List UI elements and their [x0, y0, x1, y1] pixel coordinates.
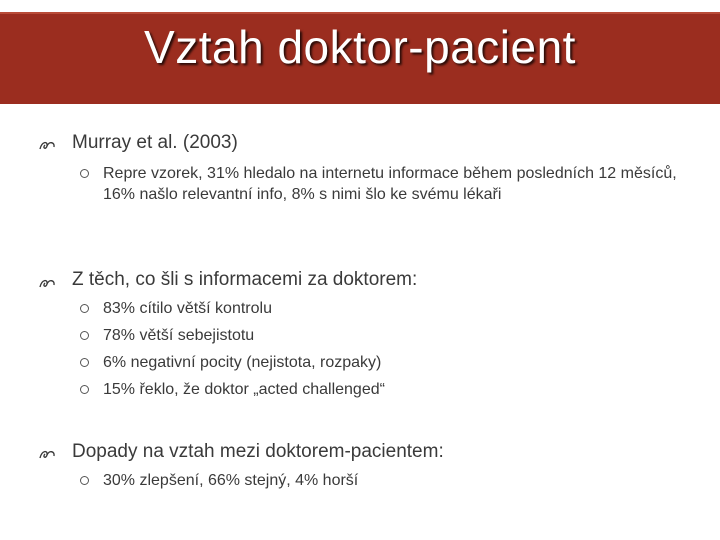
circle-bullet-icon — [80, 476, 89, 485]
circle-bullet-icon — [80, 385, 89, 394]
swirl-bullet-icon — [38, 139, 56, 153]
list-item: 78% větší sebejistotu — [103, 327, 255, 344]
list-item: Repre vzorek, 31% hledalo na internetu informace během posledních 12 měsíců, 16% našlo relevantní info, 8% s nimi šlo ke svému lékaři — [103, 165, 677, 203]
section-heading: Murray et al. (2003) — [72, 132, 238, 153]
slide-title: Vztah doktor-pacient — [144, 21, 576, 73]
circle-bullet-icon — [80, 358, 89, 367]
list-item: 83% cítilo větší kontrolu — [103, 300, 272, 317]
list-item: 15% řeklo, že doktor „acted challenged“ — [103, 381, 385, 398]
section-heading: Dopady na vztah mezi doktorem-pacientem: — [72, 441, 444, 462]
circle-bullet-icon — [80, 304, 89, 313]
list-item: 30% zlepšení, 66% stejný, 4% horší — [103, 472, 359, 489]
circle-bullet-icon — [80, 331, 89, 340]
swirl-bullet-icon — [38, 448, 56, 462]
swirl-bullet-icon — [38, 277, 56, 291]
list-item: 6% negativní pocity (nejistota, rozpaky) — [103, 354, 382, 371]
section-heading: Z těch, co šli s informacemi za doktorem: — [72, 269, 418, 290]
circle-bullet-icon — [80, 169, 89, 178]
